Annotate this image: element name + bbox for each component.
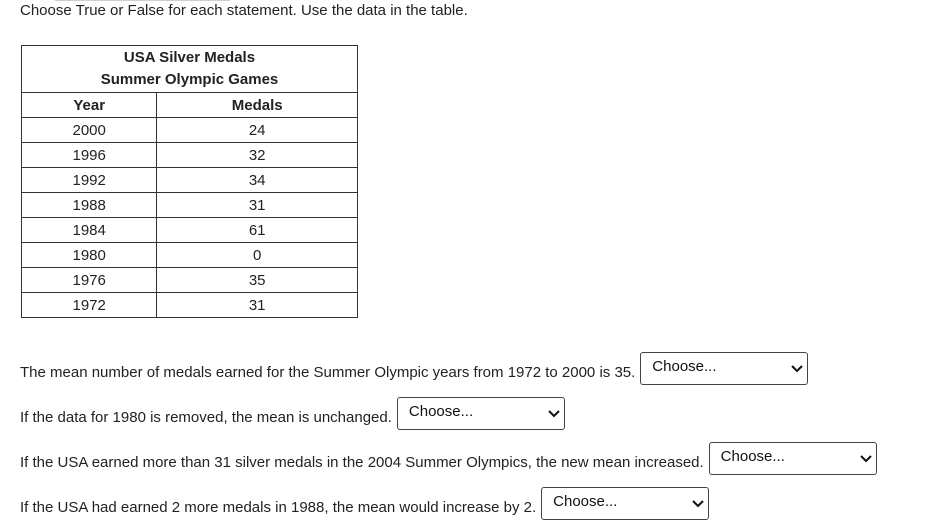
year-cell: 2000 — [22, 118, 157, 143]
top-divider — [55, 0, 230, 1]
year-cell: 1980 — [22, 243, 157, 268]
year-cell: 1984 — [22, 218, 157, 243]
medals-cell: 35 — [157, 268, 358, 293]
statement-1-dropdown[interactable] — [640, 352, 808, 385]
table-row — [22, 293, 358, 318]
table-row — [22, 168, 358, 193]
medals-cell: 32 — [157, 143, 358, 168]
table-row — [22, 143, 358, 168]
column-header-year: Year — [22, 93, 157, 118]
statement-3 — [20, 442, 877, 475]
table-caption — [22, 46, 358, 93]
table-row — [22, 268, 358, 293]
statement-1-text: The mean number of medals earned for the Summer Olympic years from 1972 to 2000 is 35. — [20, 363, 636, 381]
table-row — [22, 218, 358, 243]
medals-cell: 31 — [157, 193, 358, 218]
year-cell: 1988 — [22, 193, 157, 218]
table-row — [22, 193, 358, 218]
medals-table — [21, 45, 358, 318]
medals-cell: 31 — [157, 293, 358, 318]
statement-2-dropdown[interactable] — [397, 397, 565, 430]
statement-4-text: If the USA had earned 2 more medals in 1988, the mean would increase by 2. — [20, 498, 537, 516]
instructions-text: Choose True or False for each statement. Use the data in the table. — [20, 2, 468, 19]
table-row — [22, 243, 358, 268]
chevron-down-icon — [548, 408, 560, 420]
statement-2-text: If the data for 1980 is removed, the mean is unchanged. — [20, 408, 392, 426]
chevron-down-icon — [860, 453, 872, 465]
year-cell: 1992 — [22, 168, 157, 193]
year-cell: 1972 — [22, 293, 157, 318]
dropdown-value: Choose... — [408, 402, 474, 420]
table-row — [22, 118, 358, 143]
table-caption-subtitle: Summer Olympic Games — [100, 71, 279, 88]
dropdown-value: Choose... — [720, 447, 785, 465]
statement-2 — [20, 397, 565, 430]
statement-4 — [20, 487, 709, 520]
dropdown-value: Choose... — [553, 492, 618, 510]
chevron-down-icon — [692, 498, 704, 510]
year-cell: 1976 — [22, 268, 157, 293]
table-header-row — [22, 93, 358, 118]
statement-1 — [20, 352, 808, 385]
medals-cell: 0 — [157, 243, 358, 268]
statement-3-text: If the USA earned more than 31 silver medals in the 2004 Summer Olympics, the new mean increased. — [20, 453, 704, 471]
table-caption-title: USA Silver Medals — [123, 49, 256, 66]
column-header-medals: Medals — [157, 93, 358, 118]
medals-cell: 61 — [157, 218, 358, 243]
statement-4-dropdown[interactable] — [541, 487, 709, 520]
dropdown-value: Choose... — [652, 357, 717, 375]
medals-cell: 24 — [157, 118, 358, 143]
chevron-down-icon — [791, 363, 803, 375]
medals-cell: 34 — [157, 168, 358, 193]
statement-3-dropdown[interactable] — [709, 442, 877, 475]
year-cell: 1996 — [22, 143, 157, 168]
